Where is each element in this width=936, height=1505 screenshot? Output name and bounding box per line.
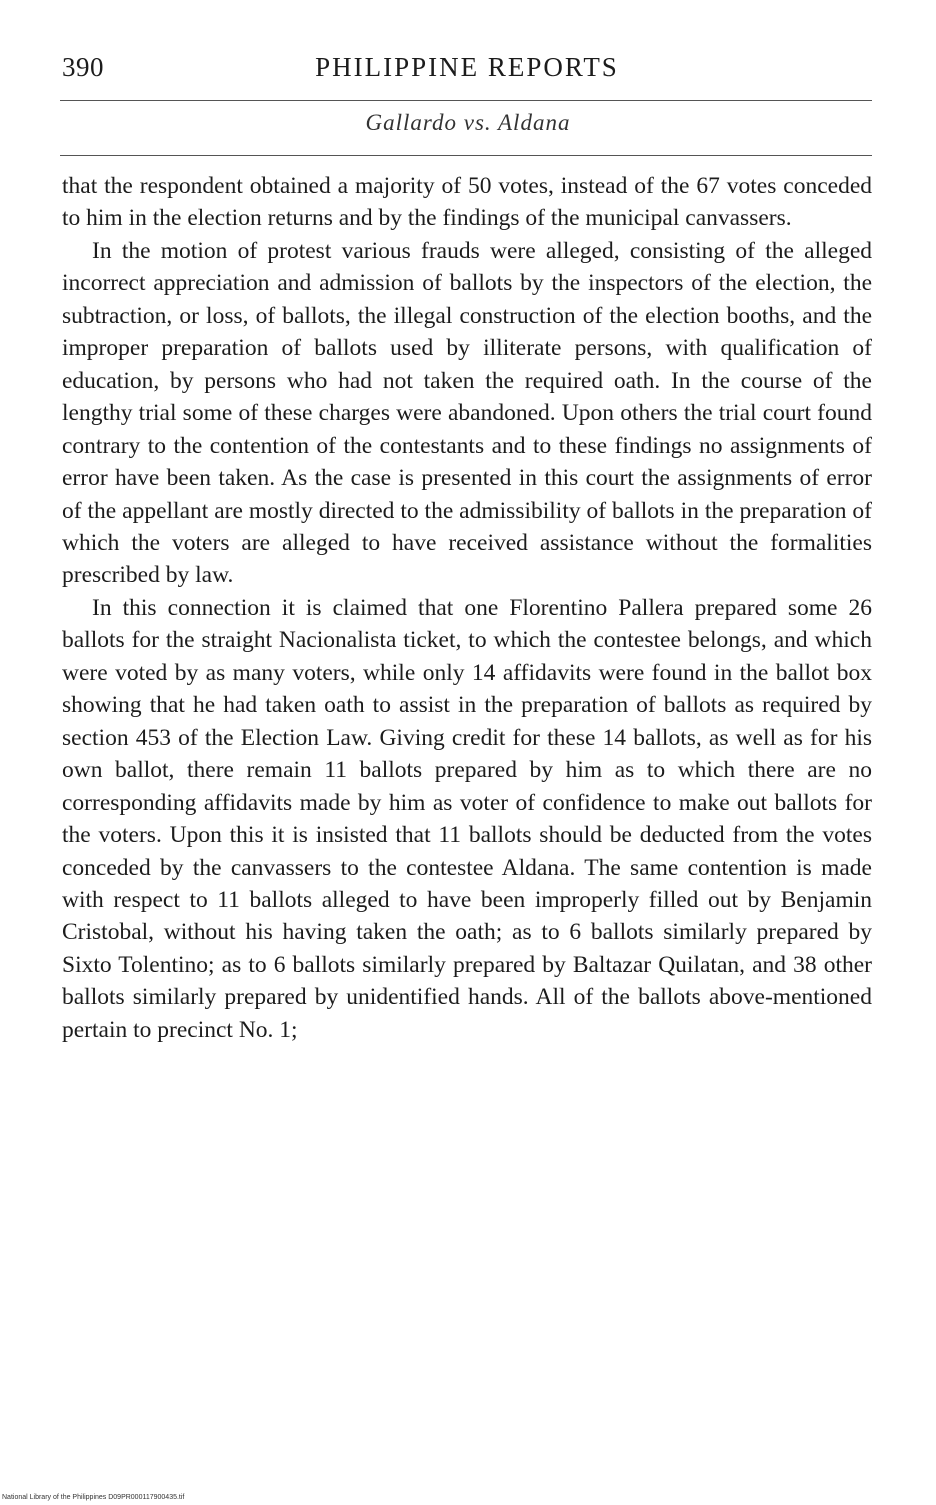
page-number: 390 xyxy=(62,52,104,82)
header-rule xyxy=(60,100,872,101)
body-text xyxy=(62,170,872,1046)
running-head: PHILIPPINE REPORTS xyxy=(315,52,619,82)
page-header xyxy=(62,52,872,92)
case-title: Gallardo vs. Aldana xyxy=(365,110,571,135)
paragraph-continuation: that the respondent obtained a majority of 50 votes, instead of the 67 votes conceded to him in the election returns and by the findings of the municipal canvassers. xyxy=(62,173,872,232)
case-title-rule xyxy=(60,155,872,156)
paragraph: In the motion of protest various frauds were alleged, consisting of the alleged incorrect appreciation and admission of ballots by the inspectors of the election, the subtraction, or loss, of ballots, the illegal construction of the election booths, and the improper preparation of ballots used by illiterate persons, with qualification of education, by persons who had not taken the required oath. In the course of the lengthy trial some of these charges were abandoned. Upon others the trial court found contrary to the contention of the contestants and to these findings no assignments of error have been taken. As the case is presented in this court the assignments of error of the appellant are mostly directed to the admissibility of ballots in the preparation of which the voters are alleged to have received assistance without the formalities prescribed by law. xyxy=(62,237,872,589)
paragraph: In this connection it is claimed that one Florentino Pallera prepared some 26 ballots for the straight Nacionalista ticket, to which the contestee belongs, and which were voted by as many voters, while only 14 affidavits were found in the ballot box showing that he had taken oath to assist in the preparation of ballots as required by section 453 of the Election Law. Giving credit for these 14 ballots, as well as for his own ballot, there remain 11 ballots prepared by him as to which there are no corresponding affidavits made by him as voter of confidence to make out ballots for the voters. Upon this it is insisted that 11 ballots should be deducted from the votes conceded by the canvassers to the contestee Aldana. The same contention is made with respect to 11 ballots alleged to have been improperly filled out by Benjamin Cristobal, without his having taken the oath; as to 6 ballots similarly prepared by Sixto Tolentino; as to 6 ballots similarly prepared by Baltazar Quilatan, and 38 other ballots similarly prepared by unidentified hands. All of the ballots above-mentioned pertain to precinct No. 1; xyxy=(62,594,872,1043)
scan-credit: National Library of the Philippines D09PR000117900435.tif xyxy=(2,1494,185,1501)
